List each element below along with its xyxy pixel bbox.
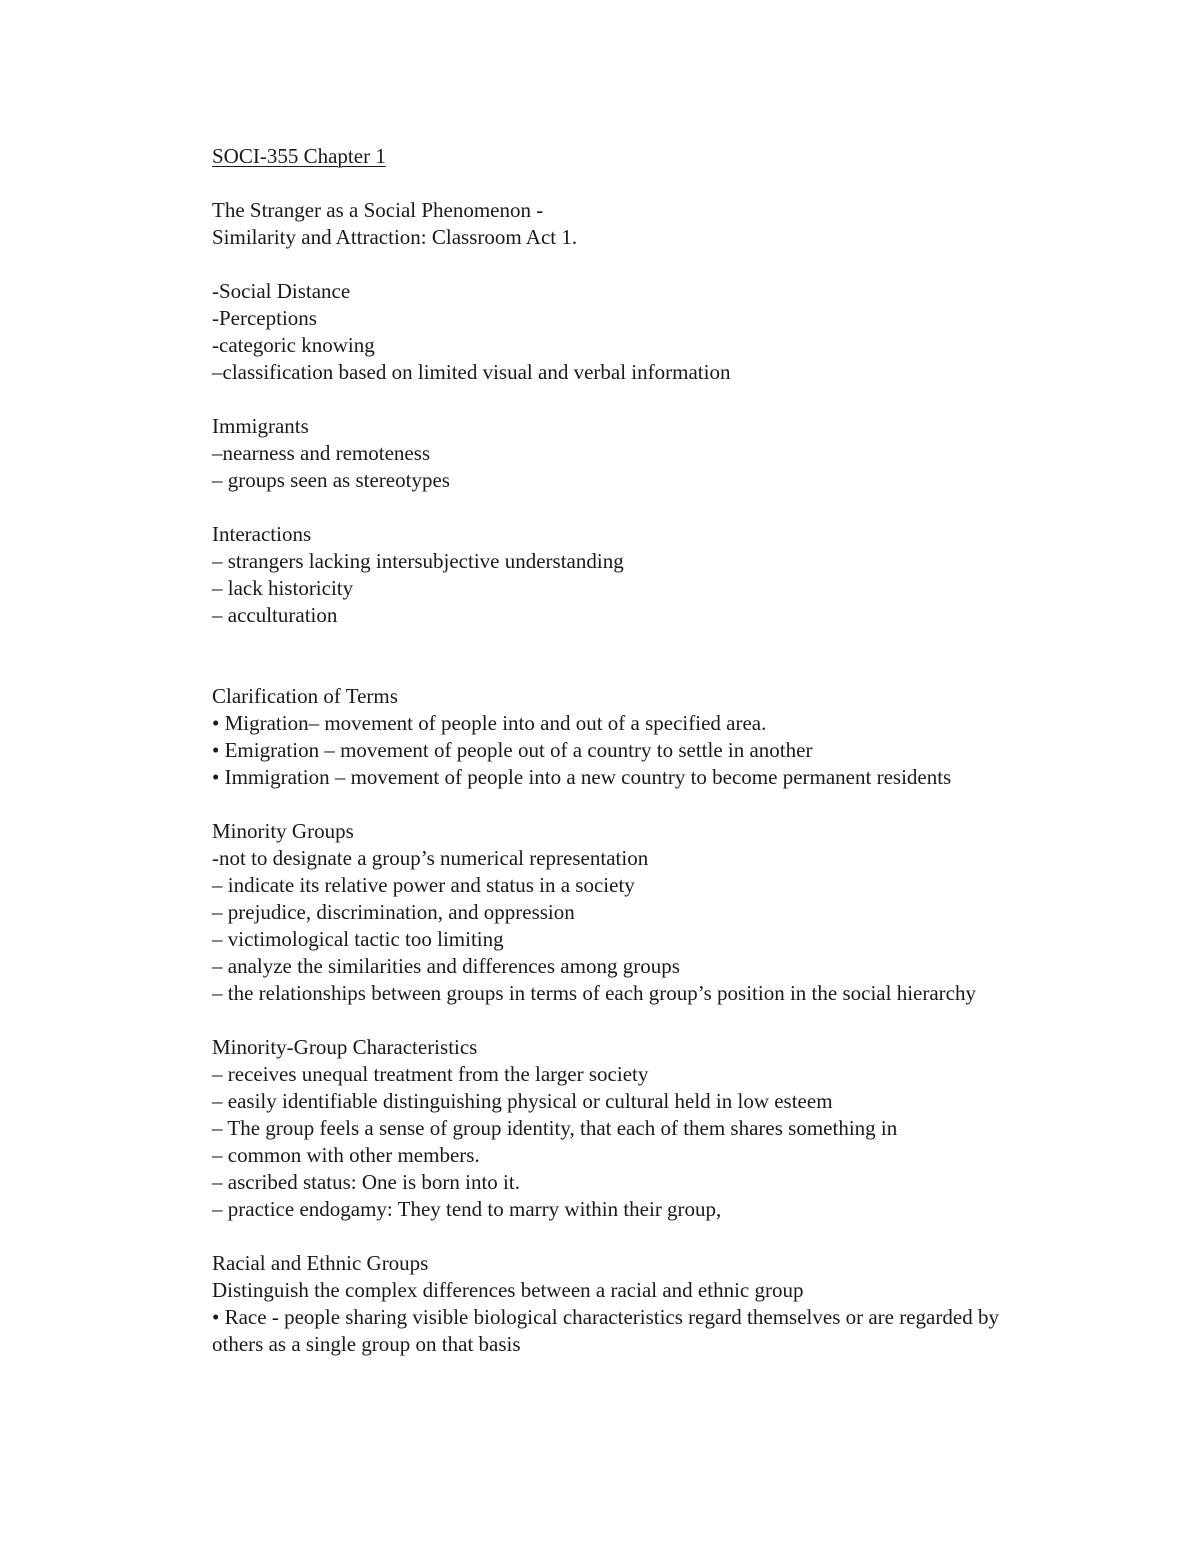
racial-ethnic-item: Distinguish the complex differences between a racial and ethnic group [212,1278,804,1302]
spacer [212,494,1052,521]
minority-groups-item: -not to designate a group’s numerical representation [212,846,649,870]
social-item: -Social Distance [212,279,351,303]
characteristics-item: – ascribed status: One is born into it. [212,1170,520,1194]
interactions-item: – strangers lacking intersubjective understanding [212,549,624,573]
social-item: -Perceptions [212,306,317,330]
spacer [212,251,1052,278]
immigrants-item: – groups seen as stereotypes [212,468,450,492]
social-item: -categoric knowing [212,333,375,357]
clarification-item: • Immigration – movement of people into a new country to become permanent residents [212,765,952,789]
spacer [212,170,1052,197]
interactions-item: – acculturation [212,603,338,627]
intro-line: Similarity and Attraction: Classroom Act 1. [212,225,578,249]
clarification-item: • Emigration – movement of people out of a country to settle in another [212,738,813,762]
characteristics-item: – receives unequal treatment from the larger society [212,1062,649,1086]
clarification-item: • Migration– movement of people into and out of a specified area. [212,711,767,735]
characteristics-item: – The group feels a sense of group identity, that each of them shares something in [212,1116,898,1140]
minority-groups-item: – analyze the similarities and differences among groups [212,954,680,978]
minority-groups-item: – the relationships between groups in terms of each group’s position in the social hierarchy [212,981,976,1005]
minority-groups-item: – indicate its relative power and status in a society [212,873,635,897]
characteristics-item: – easily identifiable distinguishing physical or cultural held in low esteem [212,1089,833,1113]
immigrants-heading: Immigrants [212,414,309,438]
racial-ethnic-item: • Race - people sharing visible biological characteristics regard themselves or are regarded by others as a single group on that basis [212,1305,999,1356]
social-item: –classification based on limited visual and verbal information [212,360,731,384]
minority-groups-item: – victimological tactic too limiting [212,927,504,951]
spacer [212,1007,1052,1034]
characteristics-item: – practice endogamy: They tend to marry within their group, [212,1197,722,1221]
characteristics-heading: Minority-Group Characteristics [212,1035,478,1059]
clarification-heading: Clarification of Terms [212,684,398,708]
spacer [212,386,1052,413]
intro-line: The Stranger as a Social Phenomenon - [212,198,544,222]
interactions-item: – lack historicity [212,576,354,600]
racial-ethnic-heading: Racial and Ethnic Groups [212,1251,429,1275]
minority-groups-item: – prejudice, discrimination, and oppression [212,900,575,924]
spacer [212,1223,1052,1250]
immigrants-item: –nearness and remoteness [212,441,431,465]
minority-groups-heading: Minority Groups [212,819,354,843]
spacer [212,629,1052,683]
interactions-heading: Interactions [212,522,312,546]
characteristics-item: – common with other members. [212,1143,480,1167]
spacer [212,791,1052,818]
document-title: SOCI-355 Chapter 1 [212,144,386,168]
document-body [212,143,1052,1358]
